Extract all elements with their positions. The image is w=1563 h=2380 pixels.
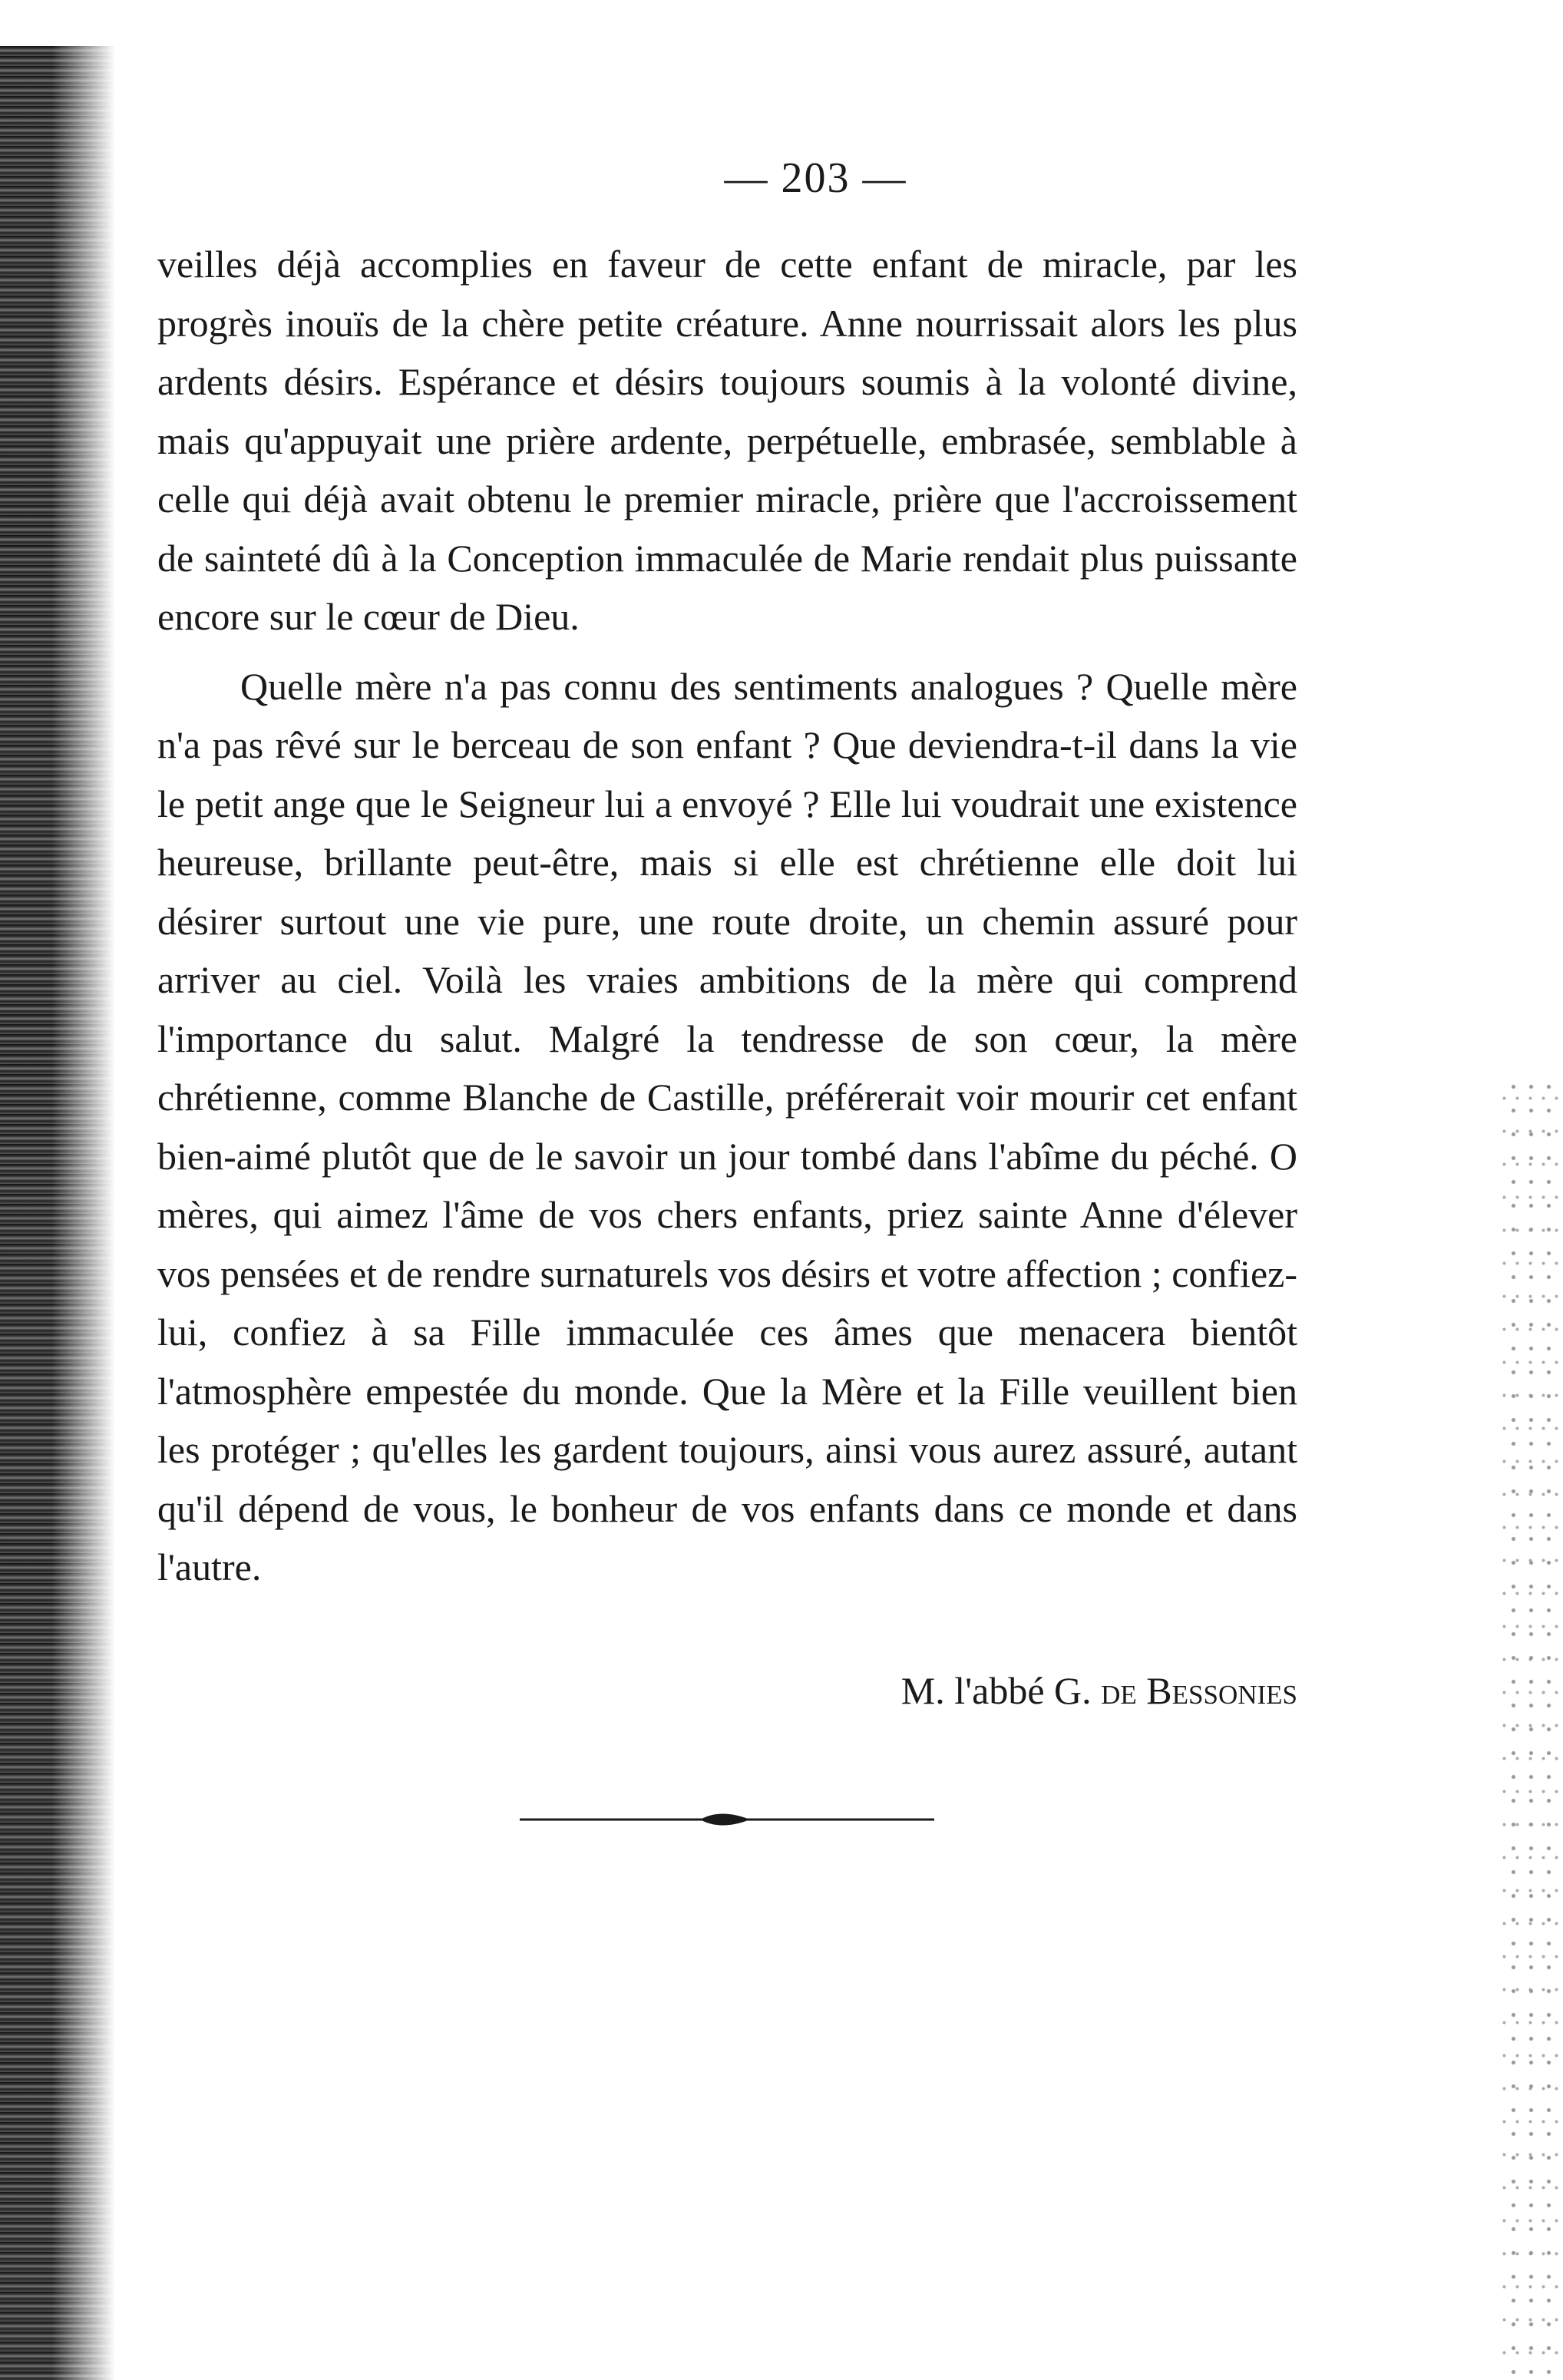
book-page: [157, 150, 1297, 1839]
scan-speckles: [1502, 1075, 1563, 2380]
paragraph-2: Quelle mère n'a pas connu des sentiments analogues ? Quelle mère n'a pas rêvé sur le berceau de son enfant ? Que deviendra-t-il dans la vie le petit ange que le Seigneur lui a envoyé ? Elle lui voudrait une existence heureuse, brillante peut-être, mais si elle est chrétienne elle doit lui désirer surtout une vie pure, une route droite, un chemin assuré pour arriver au ciel. Voilà les vraies ambitions de la mère qui comprend l'importance du salut. Malgré la tendresse de son cœur, la mère chrétienne, comme Blanche de Castille, préférerait voir mourir cet enfant bien-aimé plutôt que de le savoir un jour tombé dans l'abîme du péché. O mères, qui aimez l'âme de vos chers enfants, priez sainte Anne d'élever vos pensées et de rendre surnaturels vos désirs et votre affection ; confiez-lui, confiez à sa Fille immaculée ces âmes que menacera bientôt l'atmosphère empestée du monde. Que la Mère et la Fille veuillent bien les protéger ; qu'elles les gardent toujours, ainsi vous aurez assuré, autant qu'il dépend de vous, le bonheur de vos enfants dans ce monde et dans l'autre.: [157, 664, 1297, 1588]
page-number: — 203 —: [724, 154, 907, 202]
body-text: [157, 235, 1297, 1597]
paragraph-1: veilles déjà accomplies en faveur de cette enfant de miracle, par les progrès inouïs de la chère petite créature. Anne nourrissait alors les plus ardents désirs. Espérance et désirs toujours soumis à la volonté divine, mais qu'appuyait une prière ardente, perpétuelle, embrasée, semblable à celle qui déjà avait obtenu le premier miracle, prière que l'accroissement de sainteté dû à la Conception immaculée de Marie rendait plus puissante encore sur le cœur de Dieu.: [157, 243, 1297, 638]
signature-particle: de: [1101, 1668, 1137, 1712]
end-ornament-rule: [520, 1804, 934, 1835]
book-binding-shadow: [0, 46, 115, 2380]
signature-prefix: M. l'abbé G.: [900, 1668, 1092, 1712]
signature-surname: Bessonies: [1146, 1668, 1297, 1712]
author-signature: [157, 1661, 1297, 1720]
